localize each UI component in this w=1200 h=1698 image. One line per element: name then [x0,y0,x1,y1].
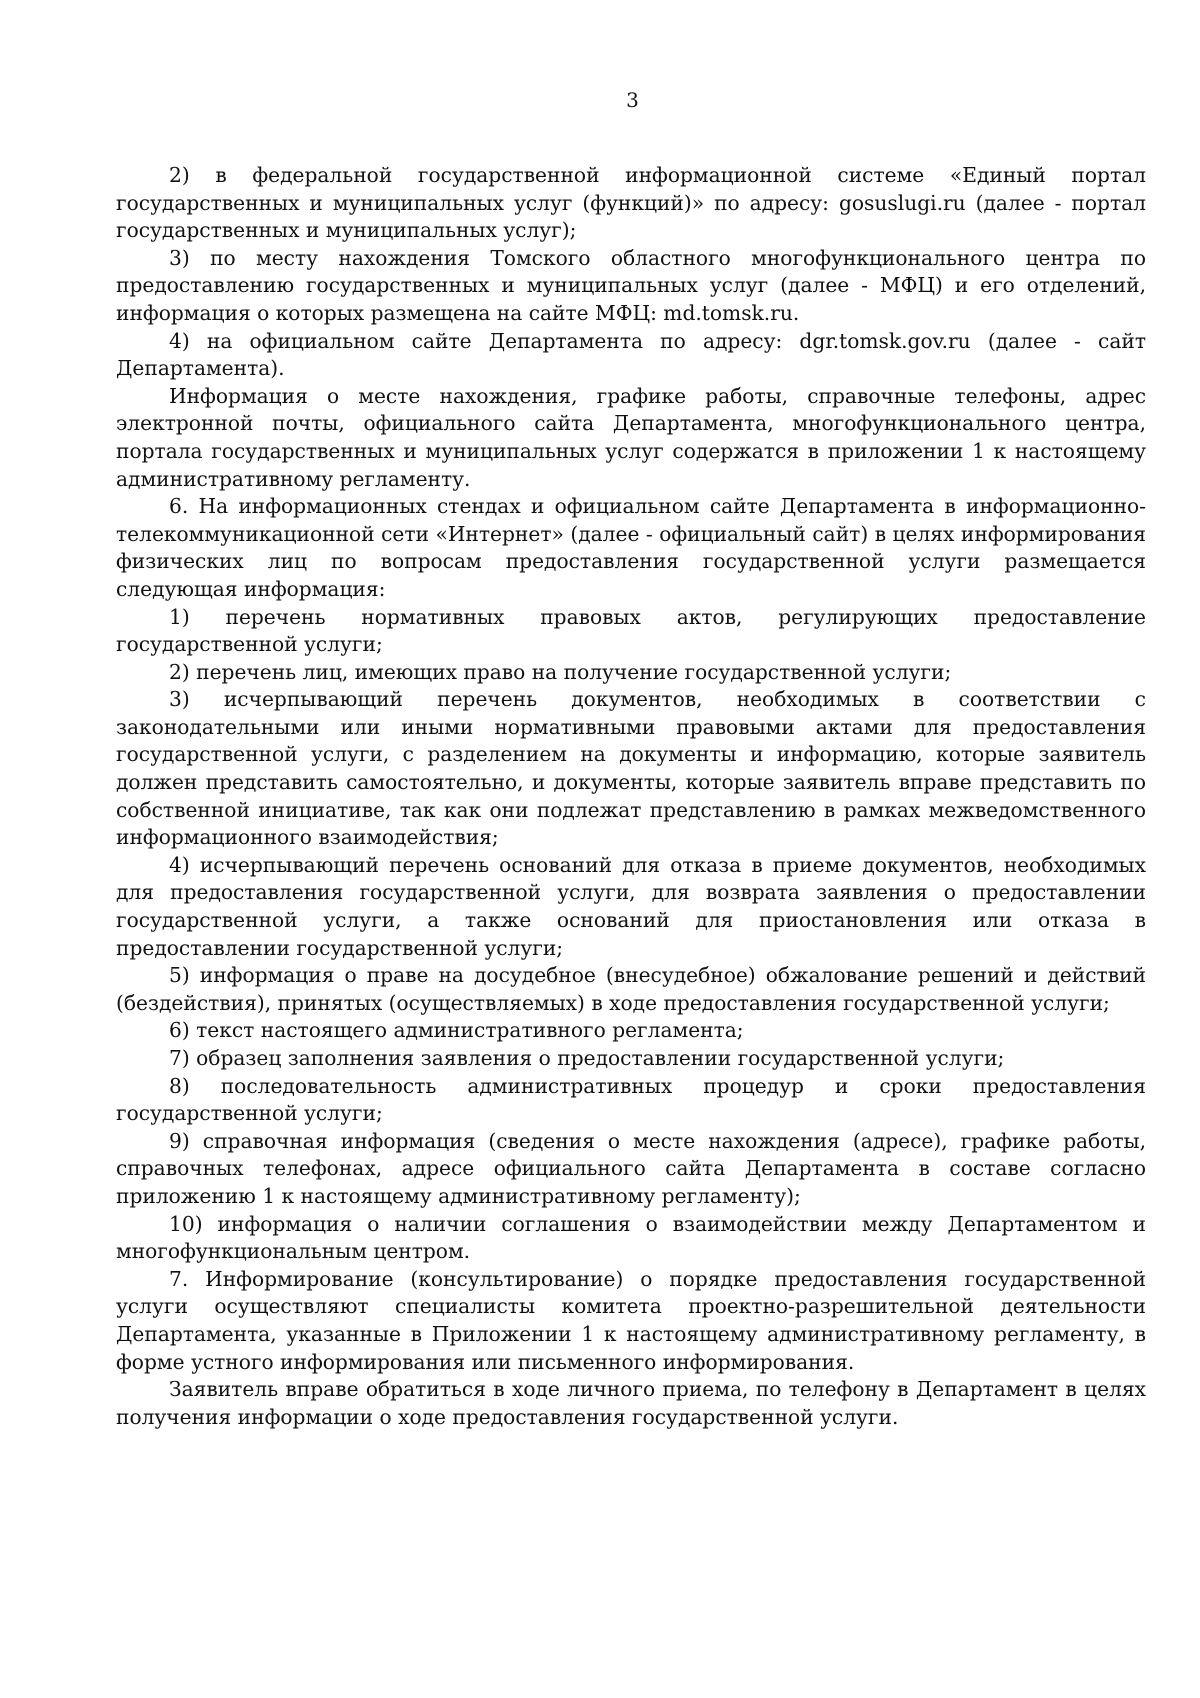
document-body [116,162,1146,1431]
list-item-1-legal-acts: 1) перечень нормативных правовых актов, регулирующих предоставление государственной услуги; [116,604,1146,657]
paragraph-applicant-request: Заявитель вправе обратиться в ходе личного приема, по телефону в Департамент в целях получения информации о ходе предоставления государственной услуги. [116,1377,1146,1429]
paragraph-section-7: 7. Информирование (консультирование) о порядке предоставления государственной услуги осуществляют специалисты комитета проектно-разрешительной деятельности Департамента, указанные в Приложении 1 к настоящему административному регламенту, в форме устного информирования или письменного информирования. [116,1266,1146,1374]
list-item-9-reference-info: 9) справочная информация (сведения о месте нахождения (адресе), графике работы, справочных телефонах, адресе официального сайта Департамента в составе согласно приложению 1 к настоящему административному регламенту); [116,1128,1146,1208]
list-item-5-appeal-rights: 5) информация о праве на досудебное (внесудебное) обжалование решений и действий (бездействия), принятых (осуществляемых) в ходе предоставления государственной услуги; [116,963,1146,1015]
list-item-6-regulation-text: 6) текст настоящего административного регламента; [169,1018,744,1043]
paragraph-contact-info: Информация о месте нахождения, графике работы, справочные телефоны, адрес электронной почты, официального сайта Департамента, многофункционального центра, портала государственных и муниципальных услуг содержатся в приложении 1 к настоящему административному регламенту. [116,383,1146,491]
list-item-3-documents: 3) исчерпывающий перечень документов, необходимых в соответствии с законодательными или иными нормативными правовыми актами для предоставления государственной услуги, с разделением на документы и информацию, которые заявитель должен представить самостоятельно, и документы, которые заявитель вправе представить по собственной инициативе, так как они подлежат представлению в рамках межведомственного информационного взаимодействия; [116,687,1146,850]
paragraph-item-4-department-site: 4) на официальном сайте Департамента по адресу: dgr.tomsk.gov.ru (далее - сайт Департамента). [116,328,1146,381]
list-item-2-eligible-persons: 2) перечень лиц, имеющих право на получение государственной услуги; [169,659,952,684]
list-item-10-agreement: 10) информация о наличии соглашения о взаимодействии между Департаментом и многофункциональным центром. [116,1211,1146,1264]
page-number: 3 [626,88,639,112]
paragraph-section-6: 6. На информационных стендах и официальном сайте Департамента в информационно-телекоммуникационной сети «Интернет» (далее - официальный сайт) в целях информирования физических лиц по вопросам предоставления государственной услуги размещается следующая информация: [116,494,1146,601]
paragraph-item-2-portal: 2) в федеральной государственной информационной системе «Единый портал государственных и муниципальных услуг (функций)» по адресу: gosuslugi.ru (далее - портал государственных и муниципальных услуг); [116,163,1146,243]
list-item-7-application-sample: 7) образец заполнения заявления о предоставлении государственной услуги; [169,1046,1005,1070]
list-item-4-refusal-grounds: 4) исчерпывающий перечень оснований для отказа в приеме документов, необходимых для предоставления государственной услуги, для возврата заявления о предоставлении государственной услуги, а также оснований для приостановления или отказа в предоставлении государственной услуги; [116,852,1146,960]
paragraph-item-3-mfc: 3) по месту нахождения Томского областного многофункционального центра по предоставлению государственных и муниципальных услуг (далее - МФЦ) и его отделений, информация о которых размещена на сайте МФЦ: md.tomsk.ru. [116,245,1146,325]
list-item-8-procedures: 8) последовательность административных процедур и сроки предоставления государственной услуги; [116,1073,1146,1126]
